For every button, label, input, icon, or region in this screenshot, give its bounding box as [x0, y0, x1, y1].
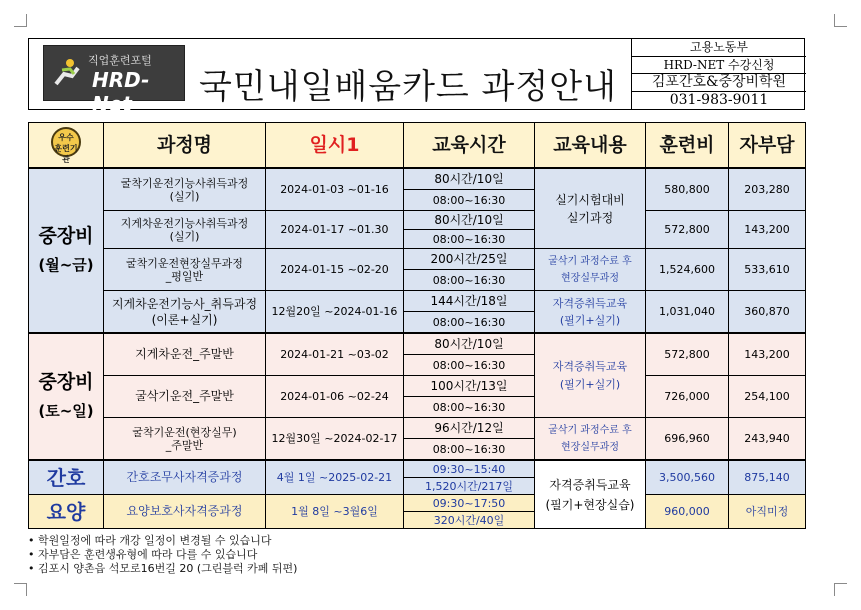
course-hours: 320시간/40일 [404, 512, 535, 529]
course-self-pay: 아직미정 [729, 495, 806, 529]
badge-text: 우수 [58, 133, 74, 142]
course-time: 08:00~16:30 [404, 190, 535, 211]
group-name: 중장비 [38, 371, 94, 393]
table-row [29, 168, 806, 190]
course-self-pay: 143,200 [729, 333, 806, 376]
crop-mark [834, 583, 847, 596]
col-self-pay: 자부담 [729, 123, 806, 169]
course-name: 간호조무사자격증과정 [104, 460, 266, 495]
table-row [29, 495, 806, 512]
course-self-pay: 875,140 [729, 460, 806, 495]
excellent-institution-badge [51, 127, 81, 164]
course-fee: 1,031,040 [646, 291, 729, 334]
course-fee: 3,500,560 [646, 460, 729, 495]
page-header [28, 38, 805, 116]
table-row [29, 333, 806, 355]
course-fee: 580,800 [646, 168, 729, 211]
footnote-item: • 자부담은 훈련생유형에 따라 다를 수 있습니다 [28, 548, 258, 561]
course-name: 굴착기운전(현장실무) _주말반 [104, 418, 266, 461]
course-date: 2024-01-17 ~01.30 [266, 211, 404, 249]
hrd-net-logo [43, 45, 185, 116]
col-content: 교육내용 [535, 123, 646, 169]
course-date: 2024-01-03 ~01-16 [266, 168, 404, 211]
crop-mark [14, 583, 27, 596]
table-row [29, 291, 806, 312]
course-date: 12월20일 ~2024-01-16 [266, 291, 404, 334]
course-name: 굴착기운전현장실무과정 _평일반 [104, 249, 266, 291]
course-self-pay: 254,100 [729, 376, 806, 418]
course-name: 지게차운전기능사_취득과정 (이론+실기) [104, 291, 266, 334]
course-name: 요양보호사자격증과정 [104, 495, 266, 529]
badge-text: 훈련기관 [54, 144, 78, 164]
course-hours: 80시간/10일 [404, 168, 535, 190]
course-time: 08:00~16:30 [404, 397, 535, 418]
info-box [631, 39, 806, 109]
group-label-care: 요양 [29, 495, 104, 529]
course-hours: 96시간/12일 [404, 418, 535, 439]
course-self-pay: 533,610 [729, 249, 806, 291]
course-hours: 80시간/10일 [404, 211, 535, 230]
group-label-nurse: 간호 [29, 460, 104, 495]
table-header-row [29, 123, 806, 169]
table-row [29, 249, 806, 270]
course-table [28, 122, 806, 529]
phone-number: 031-983-9011 [669, 91, 769, 108]
course-self-pay: 243,940 [729, 418, 806, 461]
course-time: 09:30~15:40 [404, 460, 535, 478]
footnotes [28, 534, 297, 576]
course-fee: 726,000 [646, 376, 729, 418]
course-self-pay: 203,280 [729, 168, 806, 211]
course-time: 08:00~16:30 [404, 270, 535, 291]
course-hours: 144시간/18일 [404, 291, 535, 312]
logo-text: HRD-Net [92, 68, 150, 116]
course-content: 굴삭기 과정수료 후 현장실무과정 [535, 249, 646, 291]
course-fee: 960,000 [646, 495, 729, 529]
group-name: 중장비 [38, 225, 94, 247]
course-self-pay: 360,870 [729, 291, 806, 334]
course-time: 08:00~16:30 [404, 230, 535, 249]
course-date: 12월30일 ~2024-02-17 [266, 418, 404, 461]
course-fee: 572,800 [646, 333, 729, 376]
footnote-item: • 김포시 양촌읍 석모로16번길 20 (그린블럭 카페 뒤편) [28, 562, 298, 575]
runner-icon [50, 56, 84, 90]
course-self-pay: 143,200 [729, 211, 806, 249]
crop-mark [834, 14, 847, 27]
ministry-label: 고용노동부 [632, 39, 806, 57]
table-row [29, 418, 806, 439]
col-fee: 훈련비 [646, 123, 729, 169]
page-title: 국민내일배움카드 과정안내 [199, 67, 617, 107]
course-content: 자격증취득교육 (필기+실기) [535, 333, 646, 418]
course-time: 09:30~17:50 [404, 495, 535, 512]
course-date: 2024-01-06 ~02-24 [266, 376, 404, 418]
table-row [29, 460, 806, 478]
course-date: 1월 8일 ~3월6일 [266, 495, 404, 529]
col-hours: 교육시간 [404, 123, 535, 169]
course-content: 굴삭기 과정수료 후 현장실무과정 [535, 418, 646, 461]
course-fee: 1,524,600 [646, 249, 729, 291]
course-time: 08:00~16:30 [404, 355, 535, 376]
footnote-item: • 학원일정에 따라 개강 일정이 변경될 수 있습니다 [28, 534, 272, 547]
course-hours: 1,520시간/217일 [404, 478, 535, 495]
course-name: 굴착기운전기능사취득과정 (실기) [104, 168, 266, 211]
course-content: 자격증취득교육 (필기+현장실습) [535, 460, 646, 529]
course-fee: 696,960 [646, 418, 729, 461]
course-content: 자격증취득교육 (필기+실기) [535, 291, 646, 334]
crop-mark [14, 14, 27, 27]
registration-label: HRD-NET 수강신청 [632, 57, 806, 75]
group-days: (토~일) [38, 402, 94, 420]
course-content: 실기시험대비 실기과정 [535, 168, 646, 249]
logo-subtitle: 직업훈련포털 [88, 54, 152, 67]
table-row [29, 211, 806, 230]
course-date: 4월 1일 ~2025-02-21 [266, 460, 404, 495]
course-name: 지게차운전_주말반 [104, 333, 266, 376]
table-row [29, 376, 806, 397]
group-days: (월~금) [38, 256, 94, 274]
course-fee: 572,800 [646, 211, 729, 249]
excellent-badge-cell [29, 123, 104, 169]
course-time: 08:00~16:30 [404, 439, 535, 461]
course-name: 지게차운전기능사취득과정 (실기) [104, 211, 266, 249]
col-date: 일시1 [266, 123, 404, 169]
group-label-weekday [29, 168, 104, 333]
group-label-weekend [29, 333, 104, 460]
course-time: 08:00~16:30 [404, 312, 535, 334]
course-hours: 100시간/13일 [404, 376, 535, 397]
course-date: 2024-01-15 ~02-20 [266, 249, 404, 291]
academy-name: 김포간호&중장비학원 [632, 74, 806, 92]
course-hours: 80시간/10일 [404, 333, 535, 355]
course-hours: 200시간/25일 [404, 249, 535, 270]
col-course-name: 과정명 [104, 123, 266, 169]
course-date: 2024-01-21 ~03-02 [266, 333, 404, 376]
course-name: 굴삭기운전_주말반 [104, 376, 266, 418]
